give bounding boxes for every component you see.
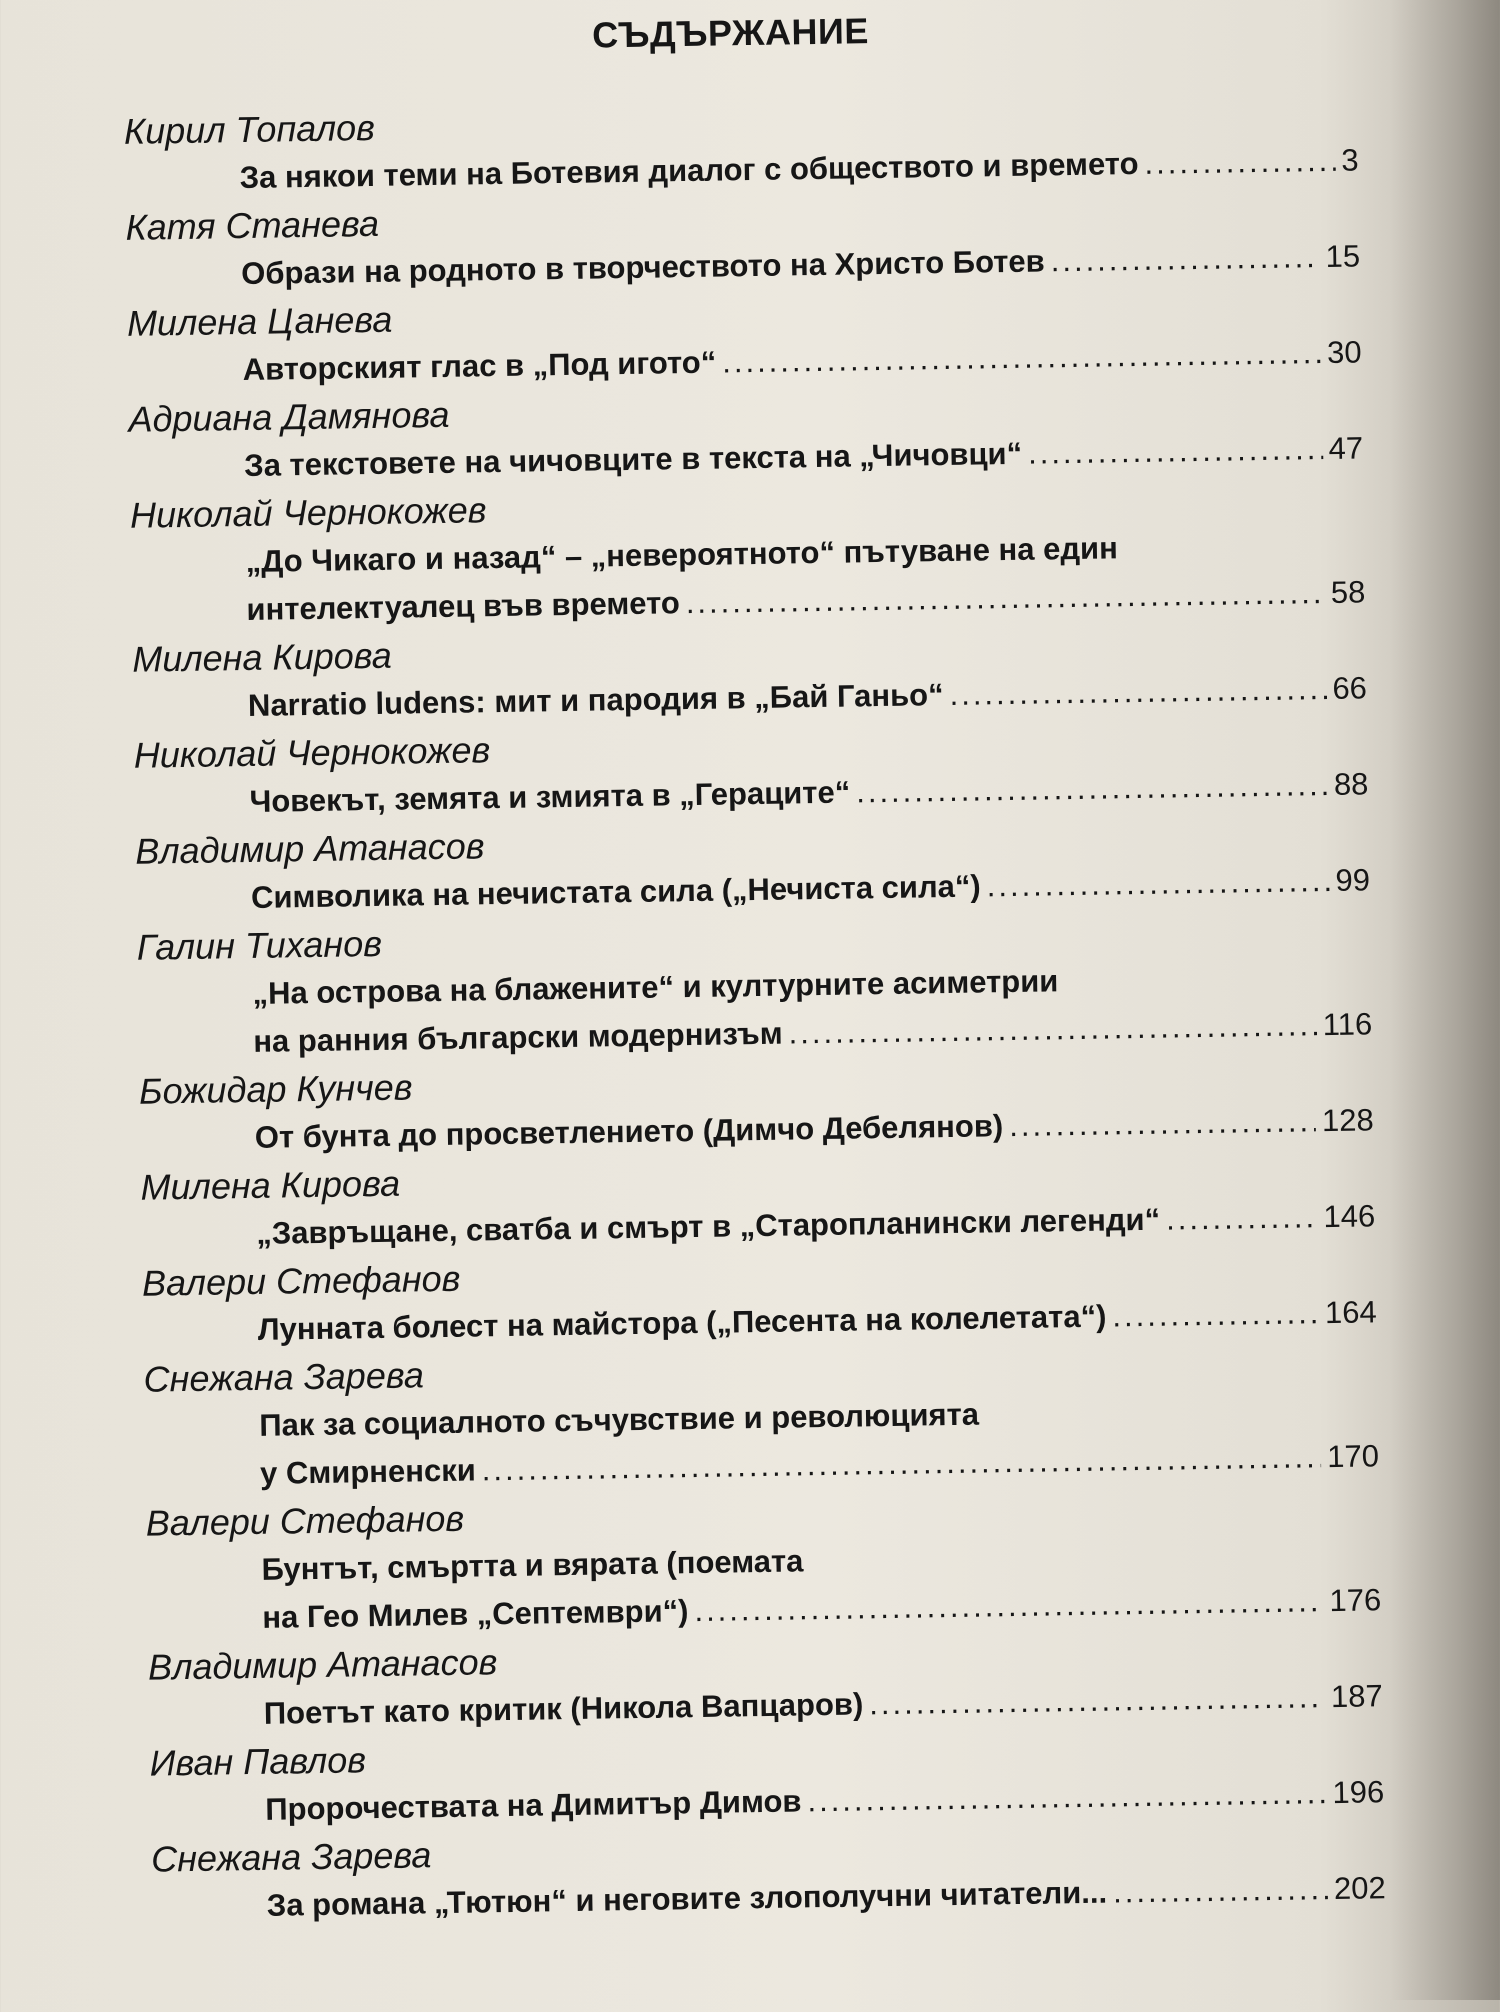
toc-author: Галин Тиханов bbox=[136, 922, 383, 968]
toc-page-number: 176 bbox=[1329, 1582, 1382, 1619]
toc-title-line: Пророчествата на Димитър Димов bbox=[265, 1783, 802, 1827]
dot-leader bbox=[722, 329, 1322, 386]
toc-page-number: 30 bbox=[1326, 334, 1362, 370]
dot-leader bbox=[694, 1577, 1324, 1635]
toc-author: Снежана Зарева bbox=[143, 1354, 425, 1400]
toc-author: Милена Кирова bbox=[131, 634, 393, 680]
toc-entry bbox=[139, 1048, 1374, 1163]
toc-title-line: Авторският глас в „Под игото“ bbox=[242, 344, 717, 388]
toc-title-line: Поетът като критик (Никола Вапцаров) bbox=[263, 1686, 864, 1731]
toc-page-number: 164 bbox=[1324, 1294, 1377, 1331]
toc-author: Кирил Топалов bbox=[123, 106, 376, 152]
toc-title-line: на Гео Милев „Септември“) bbox=[262, 1593, 689, 1635]
toc-author: Николай Чернокожев bbox=[133, 729, 491, 776]
toc-entry bbox=[136, 904, 1372, 1067]
toc-title-line: „На острова на блажените“ и културните асиметрии bbox=[252, 963, 1059, 1011]
toc-page-number: 196 bbox=[1332, 1774, 1385, 1811]
toc-title-line: Пак за социалното съчувствие и революцията bbox=[259, 1396, 980, 1443]
dot-leader bbox=[685, 569, 1325, 627]
toc-author: Валери Стефанов bbox=[145, 1497, 465, 1544]
toc-page-number: 15 bbox=[1325, 238, 1361, 274]
toc-title-line: За някои теми на Ботевия диалог с обществото и времето bbox=[239, 145, 1139, 196]
toc-title-line: у Смирненски bbox=[259, 1452, 477, 1491]
toc-title bbox=[146, 1528, 1381, 1643]
toc-title-line: „До Чикаго и назад“ – „невероятното“ пътуване на един bbox=[245, 530, 1119, 579]
toc-page-number: 99 bbox=[1335, 862, 1371, 898]
toc-page-number: 3 bbox=[1341, 142, 1359, 178]
dot-leader bbox=[788, 1001, 1317, 1057]
dot-leader bbox=[1050, 233, 1320, 285]
toc-title bbox=[137, 952, 1372, 1067]
toc-entry bbox=[127, 280, 1362, 395]
dot-leader bbox=[1028, 425, 1323, 478]
toc-author: Милена Кирова bbox=[140, 1162, 401, 1208]
toc-title-line: на ранния български модернизъм bbox=[253, 1015, 783, 1059]
toc-author: Иван Павлов bbox=[149, 1739, 367, 1784]
dot-leader bbox=[1112, 1289, 1319, 1340]
toc-entry bbox=[128, 376, 1363, 491]
toc-page-number: 47 bbox=[1328, 430, 1364, 466]
toc-title bbox=[130, 520, 1365, 635]
toc-entry bbox=[135, 808, 1370, 923]
dot-leader bbox=[807, 1769, 1327, 1825]
toc-page-number: 116 bbox=[1322, 1006, 1373, 1043]
toc-title-line: Човекът, земята и змията в „Гераците“ bbox=[249, 774, 851, 819]
toc-title-line: Narratio ludens: мит и пародия в „Бай Ганьо“ bbox=[247, 677, 944, 723]
toc-page-number: 187 bbox=[1330, 1678, 1383, 1715]
toc-title-line: Символика на нечистата сила („Нечиста сила“) bbox=[250, 868, 981, 915]
toc-title-line: За текстовете на чичовците в текста на „Чичовци“ bbox=[243, 435, 1023, 483]
toc-author: Адриана Дамянова bbox=[128, 393, 450, 440]
toc-entry bbox=[132, 616, 1367, 731]
toc-title-line: Бунтът, смъртта и вярата (поемата bbox=[261, 1543, 804, 1587]
toc-entry bbox=[149, 1720, 1384, 1835]
toc-entry bbox=[130, 472, 1366, 635]
dot-leader bbox=[949, 665, 1327, 719]
toc-page-number: 58 bbox=[1330, 574, 1366, 610]
dot-leader bbox=[986, 857, 1329, 910]
toc-title-line: За романа „Тютюн“ и неговите злополучни читатели... bbox=[266, 1874, 1108, 1923]
toc-page-number: 146 bbox=[1323, 1198, 1376, 1235]
dot-leader bbox=[869, 1673, 1326, 1728]
dot-leader bbox=[1113, 1865, 1329, 1916]
dot-leader bbox=[1009, 1097, 1317, 1150]
toc-entry bbox=[124, 88, 1359, 203]
toc-entry bbox=[140, 1144, 1375, 1259]
page-heading: СЪДЪРЖАНИЕ bbox=[591, 10, 870, 56]
toc-author: Божидар Кунчев bbox=[138, 1066, 413, 1112]
toc-page-number: 128 bbox=[1321, 1102, 1374, 1139]
toc-title-line: Лунната болест на майстора („Песента на колелетата“) bbox=[257, 1298, 1107, 1347]
toc-title-line: интелектуалец във времето bbox=[246, 585, 681, 627]
dot-leader bbox=[1166, 1193, 1318, 1243]
toc-entry bbox=[148, 1624, 1383, 1739]
toc-title-line: От бунта до просветлението (Димчо Дебелянов) bbox=[254, 1108, 1004, 1155]
dot-leader bbox=[856, 761, 1328, 816]
toc-author: Владимир Атанасов bbox=[147, 1641, 498, 1688]
toc-page-number: 202 bbox=[1333, 1870, 1387, 1907]
toc-page-number: 66 bbox=[1332, 670, 1368, 706]
toc-author: Милена Цанева bbox=[126, 298, 393, 344]
toc-entry bbox=[143, 1336, 1379, 1499]
toc-title-line: Образи на родното в творчеството на Христо Ботев bbox=[240, 243, 1045, 292]
toc-entry bbox=[151, 1816, 1386, 1931]
toc-entry bbox=[125, 184, 1360, 299]
toc-author: Владимир Атанасов bbox=[134, 825, 485, 872]
toc-author: Валери Стефанов bbox=[141, 1257, 461, 1304]
toc-author: Николай Чернокожев bbox=[129, 489, 487, 536]
toc-entry bbox=[142, 1240, 1377, 1355]
toc-page-number: 88 bbox=[1333, 766, 1369, 802]
toc-title bbox=[144, 1384, 1379, 1499]
toc-author: Снежана Зарева bbox=[150, 1834, 432, 1880]
table-of-contents bbox=[124, 88, 1386, 1931]
toc-entry bbox=[133, 712, 1368, 827]
toc-title-line: „Завръщане, сватба и смърт в „Старопланински легенди“ bbox=[256, 1201, 1161, 1251]
toc-author: Катя Станева bbox=[125, 202, 380, 248]
toc-entry bbox=[145, 1480, 1381, 1643]
toc-page-number: 170 bbox=[1326, 1438, 1380, 1475]
dot-leader bbox=[1144, 137, 1336, 188]
